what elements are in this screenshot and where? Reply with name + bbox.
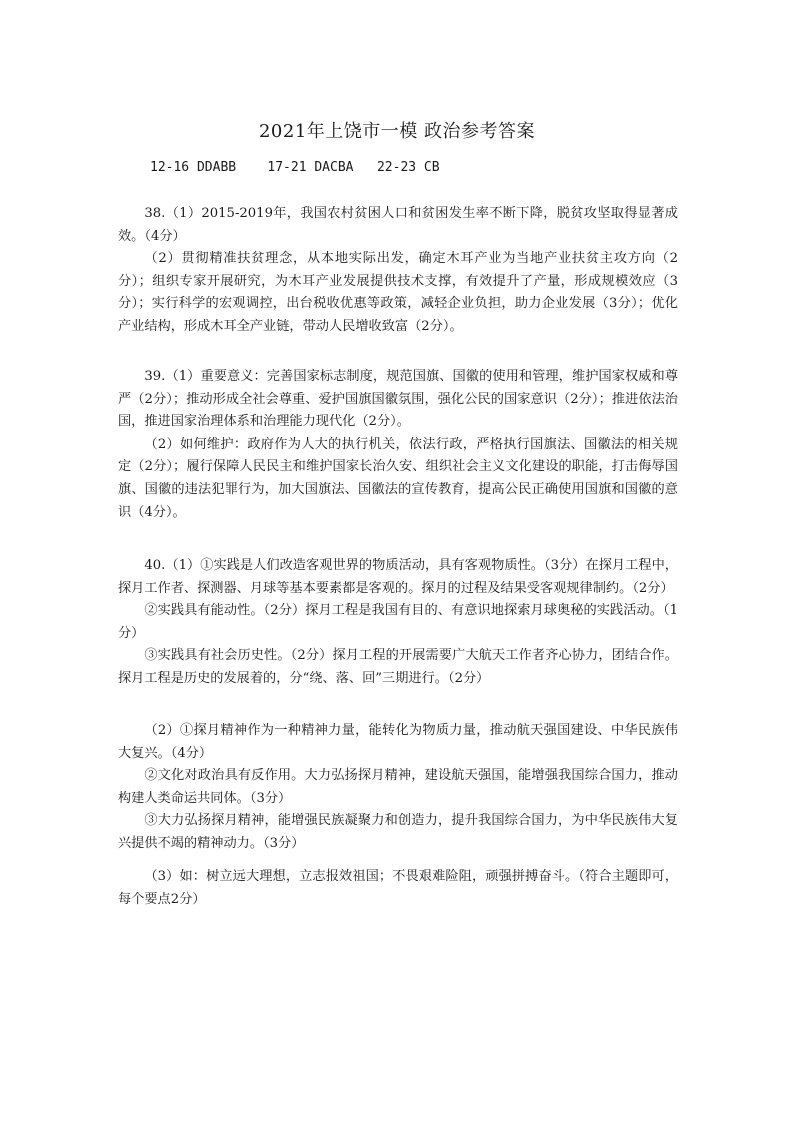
page-title: 2021年上饶市一模 政治参考答案 bbox=[258, 121, 536, 142]
q39-part-1: 39.（1）重要意义：完善国家标志制度，规范国旗、国徽的使用和管理，维护国家权威和尊严（2分）；推动形成全社会尊重、爱护国旗国徽氛围，强化公民的国家意识（2分）；推进依法治国，推进国家治理体系和治理能力现代化（2分）。 bbox=[118, 369, 678, 430]
q40-part-2-point-2: ②文化对政治具有反作用。大力弘扬探月精神，建设航天强国，能增强我国综合国力，推动构建人类命运共同体。（3分） bbox=[118, 768, 678, 806]
q40-part-1-point-1: 40.（1）①实践是人们改造客观世界的物质活动，具有客观物质性。（3分）在探月工程中，探月工作者、探测器、月球等基本要素都是客观的。探月的过程及结果受客观规律制约。（2分） bbox=[118, 558, 678, 596]
q40-part-2-point-3: ③大力弘扬探月精神，能增强民族凝聚力和创造力，提升我国综合国力，为中华民族伟大复兴提供不竭的精神动力。（3分） bbox=[118, 813, 678, 851]
q40-part-1-point-3: ③实践具有社会历史性。（2分）探月工程的开展需要广大航天工作者齐心协力，团结合作。探月工程是历史的发展着的，分“绕、落、回”三期进行。（2分） bbox=[118, 648, 678, 686]
q40-part-1-point-2: ②实践具有能动性。（2分）探月工程是我国有目的、有意识地探索月球奥秘的实践活动。（1分） bbox=[118, 603, 678, 641]
q40-part-3-text: （3）如：树立远大理想，立志报效祖国；不畏艰难险阻，顽强拼搏奋斗。（符合主题即可，每个要点2分） bbox=[118, 869, 678, 907]
choice-answers: 12-16 DDABB 17-21 DACBA 22-23 CB bbox=[150, 160, 440, 175]
question-38 bbox=[118, 203, 678, 339]
q39-part-2: （2）如何维护：政府作为人大的执行机关，依法行政，严格执行国旗法、国徽法的相关规定（2分）；履行保障人民民主和维护国家长治久安、组织社会主义文化建设的职能，打击侮辱国旗、国徽的违法犯罪行为，加大国旗法、国徽法的宣传教育，提高公民正确使用国旗和国徽的意识（4分）。 bbox=[118, 436, 678, 520]
q38-part-2: （2）贯彻精准扶贫理念，从本地实际出发，确定木耳产业为当地产业扶贫主攻方向（2分）；组织专家开展研究，为木耳产业发展提供技术支撑，有效提升了产量，形成规模效应（3分）；实行科学的宏观调控，出台税收优惠等政策，减轻企业负担，助力企业发展（3分）；优化产业结构，形成木耳全产业链，带动人民增收致富（2分）。 bbox=[118, 251, 678, 334]
question-39 bbox=[118, 366, 678, 524]
q38-part-1: 38.（1）2015-2019年，我国农村贫困人口和贫困发生率不断下降，脱贫攻坚取得显著成效。（4分） bbox=[118, 206, 678, 244]
question-40-part-1 bbox=[118, 555, 678, 691]
question-40-part-3 bbox=[118, 866, 678, 911]
q40-part-2-point-1: （2）①探月精神作为一种精神力量，能转化为物质力量，推动航天强国建设、中华民族伟大复兴。（4分） bbox=[118, 723, 678, 761]
question-40-part-2 bbox=[118, 720, 678, 856]
